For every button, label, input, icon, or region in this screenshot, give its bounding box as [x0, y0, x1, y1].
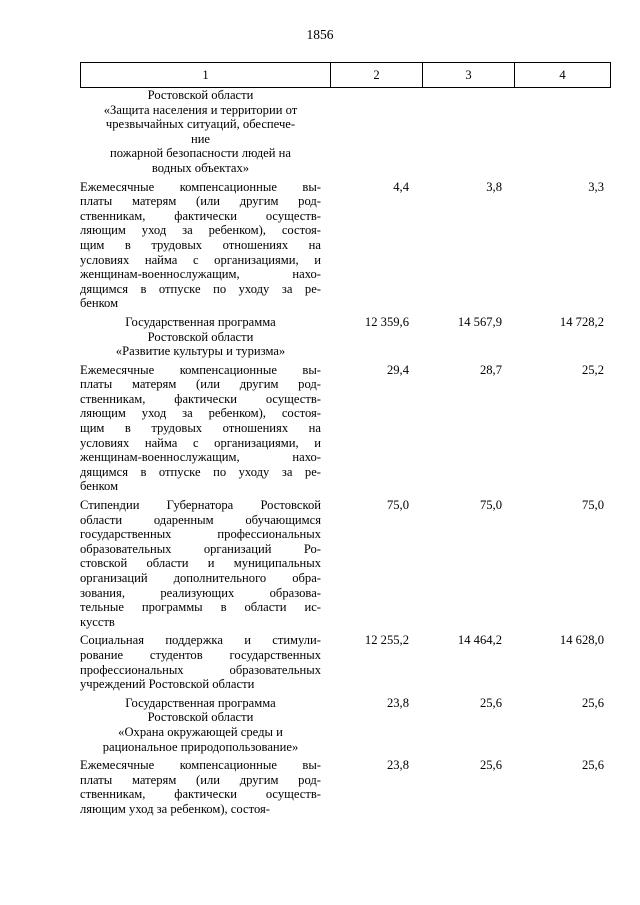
table-row: [80, 180, 610, 311]
table-body: [80, 88, 610, 821]
table-row: [80, 498, 610, 629]
table-row: [80, 696, 610, 754]
header-col-4: 4: [515, 63, 611, 88]
value-col-2: 12 359,6: [364, 314, 409, 329]
description-line: организаций дополнительного обра-: [80, 571, 321, 585]
description-line: профессиональных образовательных: [80, 662, 321, 677]
row-description: [80, 633, 321, 691]
description-line: рациональное природопользование»: [102, 739, 299, 754]
description-line: государственных профессиональных: [80, 527, 321, 542]
value-col-3: [414, 88, 507, 176]
description-line: учреждений Ростовской области: [80, 677, 255, 692]
value-col-4: 3,3: [588, 179, 604, 194]
row-description: [80, 180, 321, 311]
description-line: платы матерям (или другим род-: [80, 772, 321, 787]
row-description: [80, 363, 321, 494]
value-col-4: 75,0: [581, 498, 604, 513]
description-line: «Охрана окружающей среды и: [118, 724, 283, 739]
description-line: дящимся в отпуске по уходу за ре-: [80, 281, 321, 296]
table-row: [80, 315, 610, 359]
value-col-3: 28,7: [479, 362, 502, 377]
description-line: Ежемесячные компенсационные вы-: [80, 758, 321, 773]
value-col-2: 23,8: [386, 695, 409, 710]
description-line: образовательных организаций Ро-: [80, 541, 321, 556]
table-row: [80, 88, 610, 176]
row-description: [80, 88, 321, 176]
description-line: пожарной безопасности людей на: [110, 146, 291, 161]
value-col-4: 25,6: [581, 695, 604, 710]
description-line: ственникам, фактически осуществ-: [80, 391, 321, 406]
row-description: [80, 758, 321, 816]
value-col-3: 25,6: [479, 758, 502, 773]
value-col-3: 25,6: [479, 695, 502, 710]
description-line: ственникам, фактически осуществ-: [80, 787, 321, 802]
description-line: платы матерям (или другим род-: [80, 377, 321, 392]
description-line: Стипендии Губернатора Ростовской: [80, 498, 321, 513]
description-line: Ежемесячные компенсационные вы-: [80, 362, 321, 377]
value-col-3: 14 464,2: [457, 633, 502, 648]
description-line: Государственная программа: [125, 314, 276, 329]
description-line: рование студентов государственных: [80, 647, 321, 662]
value-col-3: 3,8: [486, 179, 502, 194]
description-line: женщинам-военнослужащим, нахо-: [80, 267, 321, 282]
description-line: «Защита населения и территории от: [103, 102, 298, 117]
row-description: [80, 498, 321, 629]
value-col-2: [321, 88, 414, 176]
description-line: Ростовской области: [147, 329, 254, 344]
description-line: ляющим уход за ребенком), состоя-: [80, 801, 270, 816]
description-line: Государственная программа: [125, 695, 276, 710]
value-col-2: 4,4: [393, 179, 409, 194]
description-line: ляющим уход за ребенком), состоя-: [80, 223, 321, 238]
value-col-4: 14 628,0: [559, 633, 604, 648]
description-line: «Развитие культуры и туризма»: [115, 344, 286, 359]
description-line: чрезвычайных ситуаций, обеспече-: [105, 117, 296, 132]
value-col-4: 25,2: [581, 362, 604, 377]
description-line: ляющим уход за ребенком), состоя-: [80, 406, 321, 421]
description-line: условиях найма с организациями, и: [80, 435, 321, 450]
description-line: ние: [190, 131, 211, 146]
description-line: кусств: [80, 614, 115, 629]
description-line: платы матерям (или другим род-: [80, 194, 321, 209]
value-col-3: 14 567,9: [457, 314, 502, 329]
page-number: 1856: [306, 27, 334, 42]
table-row: [80, 633, 610, 691]
table-header: [80, 62, 611, 88]
value-col-2: 29,4: [386, 362, 409, 377]
table-row: [80, 363, 610, 494]
description-line: стовской области и муниципальных: [80, 556, 321, 571]
header-col-2: 2: [331, 63, 423, 88]
description-line: щим в трудовых отношениях на: [80, 421, 321, 436]
description-line: женщинам-военнослужащим, нахо-: [80, 450, 321, 465]
description-line: ственникам, фактически осуществ-: [80, 208, 321, 223]
description-line: Социальная поддержка и стимули-: [80, 633, 321, 648]
description-line: зования, реализующих образова-: [80, 585, 321, 600]
header-col-3: 3: [423, 63, 515, 88]
value-col-4: [507, 88, 610, 176]
description-line: Ростовской области: [147, 88, 254, 102]
description-line: Ежемесячные компенсационные вы-: [80, 179, 321, 194]
value-col-2: 75,0: [386, 498, 409, 513]
value-col-3: 75,0: [479, 498, 502, 513]
value-col-4: 14 728,2: [559, 314, 604, 329]
description-line: водных объектах»: [151, 160, 250, 175]
row-description: [80, 315, 321, 359]
description-line: области одаренным обучающимся: [80, 512, 321, 527]
description-line: дящимся в отпуске по уходу за ре-: [80, 464, 321, 479]
header-col-1: 1: [81, 63, 331, 88]
description-line: бенком: [80, 479, 119, 494]
table-row: [80, 758, 610, 816]
description-line: тельные программы в области ис-: [80, 600, 321, 615]
description-line: Ростовской области: [147, 710, 254, 725]
description-line: условиях найма с организациями, и: [80, 252, 321, 267]
description-line: щим в трудовых отношениях на: [80, 237, 321, 252]
description-line: бенком: [80, 296, 119, 311]
value-col-4: 25,6: [581, 758, 604, 773]
value-col-2: 23,8: [386, 758, 409, 773]
row-description: [80, 696, 321, 754]
value-col-2: 12 255,2: [364, 633, 409, 648]
